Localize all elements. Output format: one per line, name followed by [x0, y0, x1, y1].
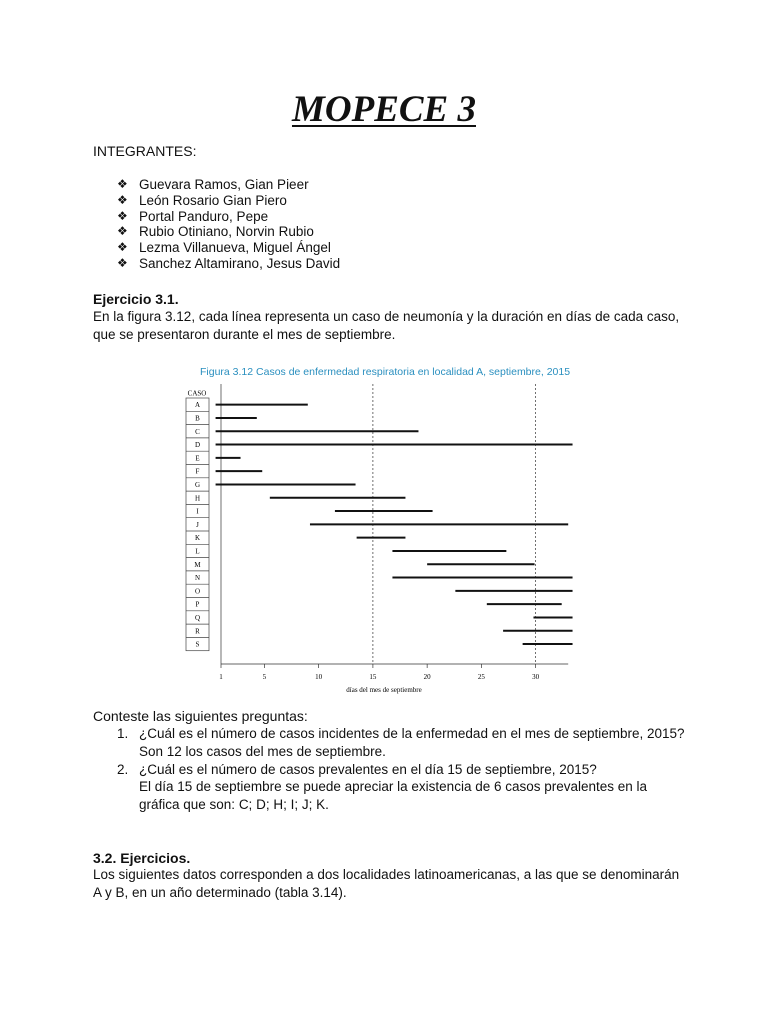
diamond-bullet-icon: ❖ [117, 208, 128, 223]
questions-intro: Conteste las siguientes preguntas: [93, 708, 308, 724]
x-tick-label-15: 15 [369, 673, 377, 681]
x-tick-label-25: 25 [477, 673, 485, 681]
page-title: MOPECE 3 [291, 89, 476, 130]
case-label-F: F [195, 467, 200, 476]
questions-list [117, 725, 687, 814]
section-heading-ex31: Ejercicio 3.1. [93, 291, 179, 307]
section-heading-ex32: 3.2. Ejercicios. [93, 850, 191, 866]
list-item: ❖ Lezma Villanueva, Miguel Ángel [117, 240, 331, 256]
diamond-bullet-icon: ❖ [117, 177, 128, 191]
question-text: ¿Cuál es el número de casos incidentes de la enfermedad en el mes de septiembre, 2015? [139, 726, 685, 741]
question-number: 2. [117, 761, 129, 777]
case-label-K: K [194, 534, 201, 543]
gantt-chart [180, 360, 590, 700]
x-tick-label-30: 30 [532, 673, 540, 681]
chart-x-label: días del mes de septiembre [346, 686, 422, 694]
question-number: 1. [117, 726, 129, 741]
case-label-A: A [194, 401, 201, 410]
answer-text: Son 12 los casos del mes de septiembre. [139, 743, 386, 759]
diamond-bullet-icon: ❖ [117, 240, 128, 255]
case-label-D: D [194, 441, 201, 450]
case-label-R: R [195, 627, 200, 636]
x-tick-label-10: 10 [315, 673, 323, 681]
question-text: ¿Cuál es el número de casos prevalentes en el día 15 de septiembre, 2015? [139, 761, 597, 777]
integrantes-label: INTEGRANTES: [93, 143, 197, 159]
question-item [117, 761, 687, 814]
case-label-B: B [195, 414, 200, 423]
case-label-J: J [196, 520, 199, 529]
x-tick-label-5: 5 [262, 673, 267, 681]
section-text-ex32: Los siguientes datos corresponden a dos localidades latinoamericanas, a las que se denominarán A y B, en un año determinado (tabla 3.14). [93, 867, 680, 900]
answer-text: El día 15 de septiembre se puede apreciar la existencia de 6 casos prevalentes en la gráfica que son: C; D; H; I; J; K. [139, 779, 648, 813]
case-label-E: E [195, 454, 200, 463]
chart-title: Figura 3.12 Casos de enfermedad respiratoria en localidad A, septiembre, 2015 [200, 366, 571, 378]
members-list [117, 177, 340, 272]
question-item [117, 725, 687, 761]
diamond-bullet-icon: ❖ [117, 224, 128, 239]
diamond-bullet-icon: ❖ [117, 192, 128, 207]
case-label-H: H [194, 494, 201, 503]
list-item: ❖ Portal Panduro, Pepe [117, 208, 269, 224]
case-label-P: P [195, 600, 200, 609]
case-label-Q: Q [194, 613, 201, 622]
x-tick-label-1: 1 [219, 673, 223, 681]
list-item: ❖ Sanchez Altamirano, Jesus David [117, 255, 341, 271]
case-label-I: I [196, 507, 199, 516]
case-label-S: S [195, 640, 200, 649]
list-item: ❖ Guevara Ramos, Gian Pieer [117, 177, 309, 192]
x-tick-label-20: 20 [423, 673, 431, 681]
case-label-M: M [194, 560, 201, 569]
section-text-ex31: En la figura 3.12, cada línea representa un caso de neumonía y la duración en días de cada caso, que se presentaron durante el mes de septiembre. [93, 309, 680, 342]
list-item: ❖ Rubio Otiniano, Norvin Rubio [117, 224, 314, 240]
case-label-L: L [195, 547, 200, 556]
chart-y-label: CASO [187, 389, 207, 398]
list-item: ❖ León Rosario Gian Piero [117, 192, 287, 208]
case-label-G: G [194, 480, 201, 489]
diamond-bullet-icon: ❖ [117, 255, 128, 270]
case-label-O: O [194, 587, 201, 596]
case-label-C: C [195, 427, 200, 436]
case-label-N: N [194, 574, 201, 583]
